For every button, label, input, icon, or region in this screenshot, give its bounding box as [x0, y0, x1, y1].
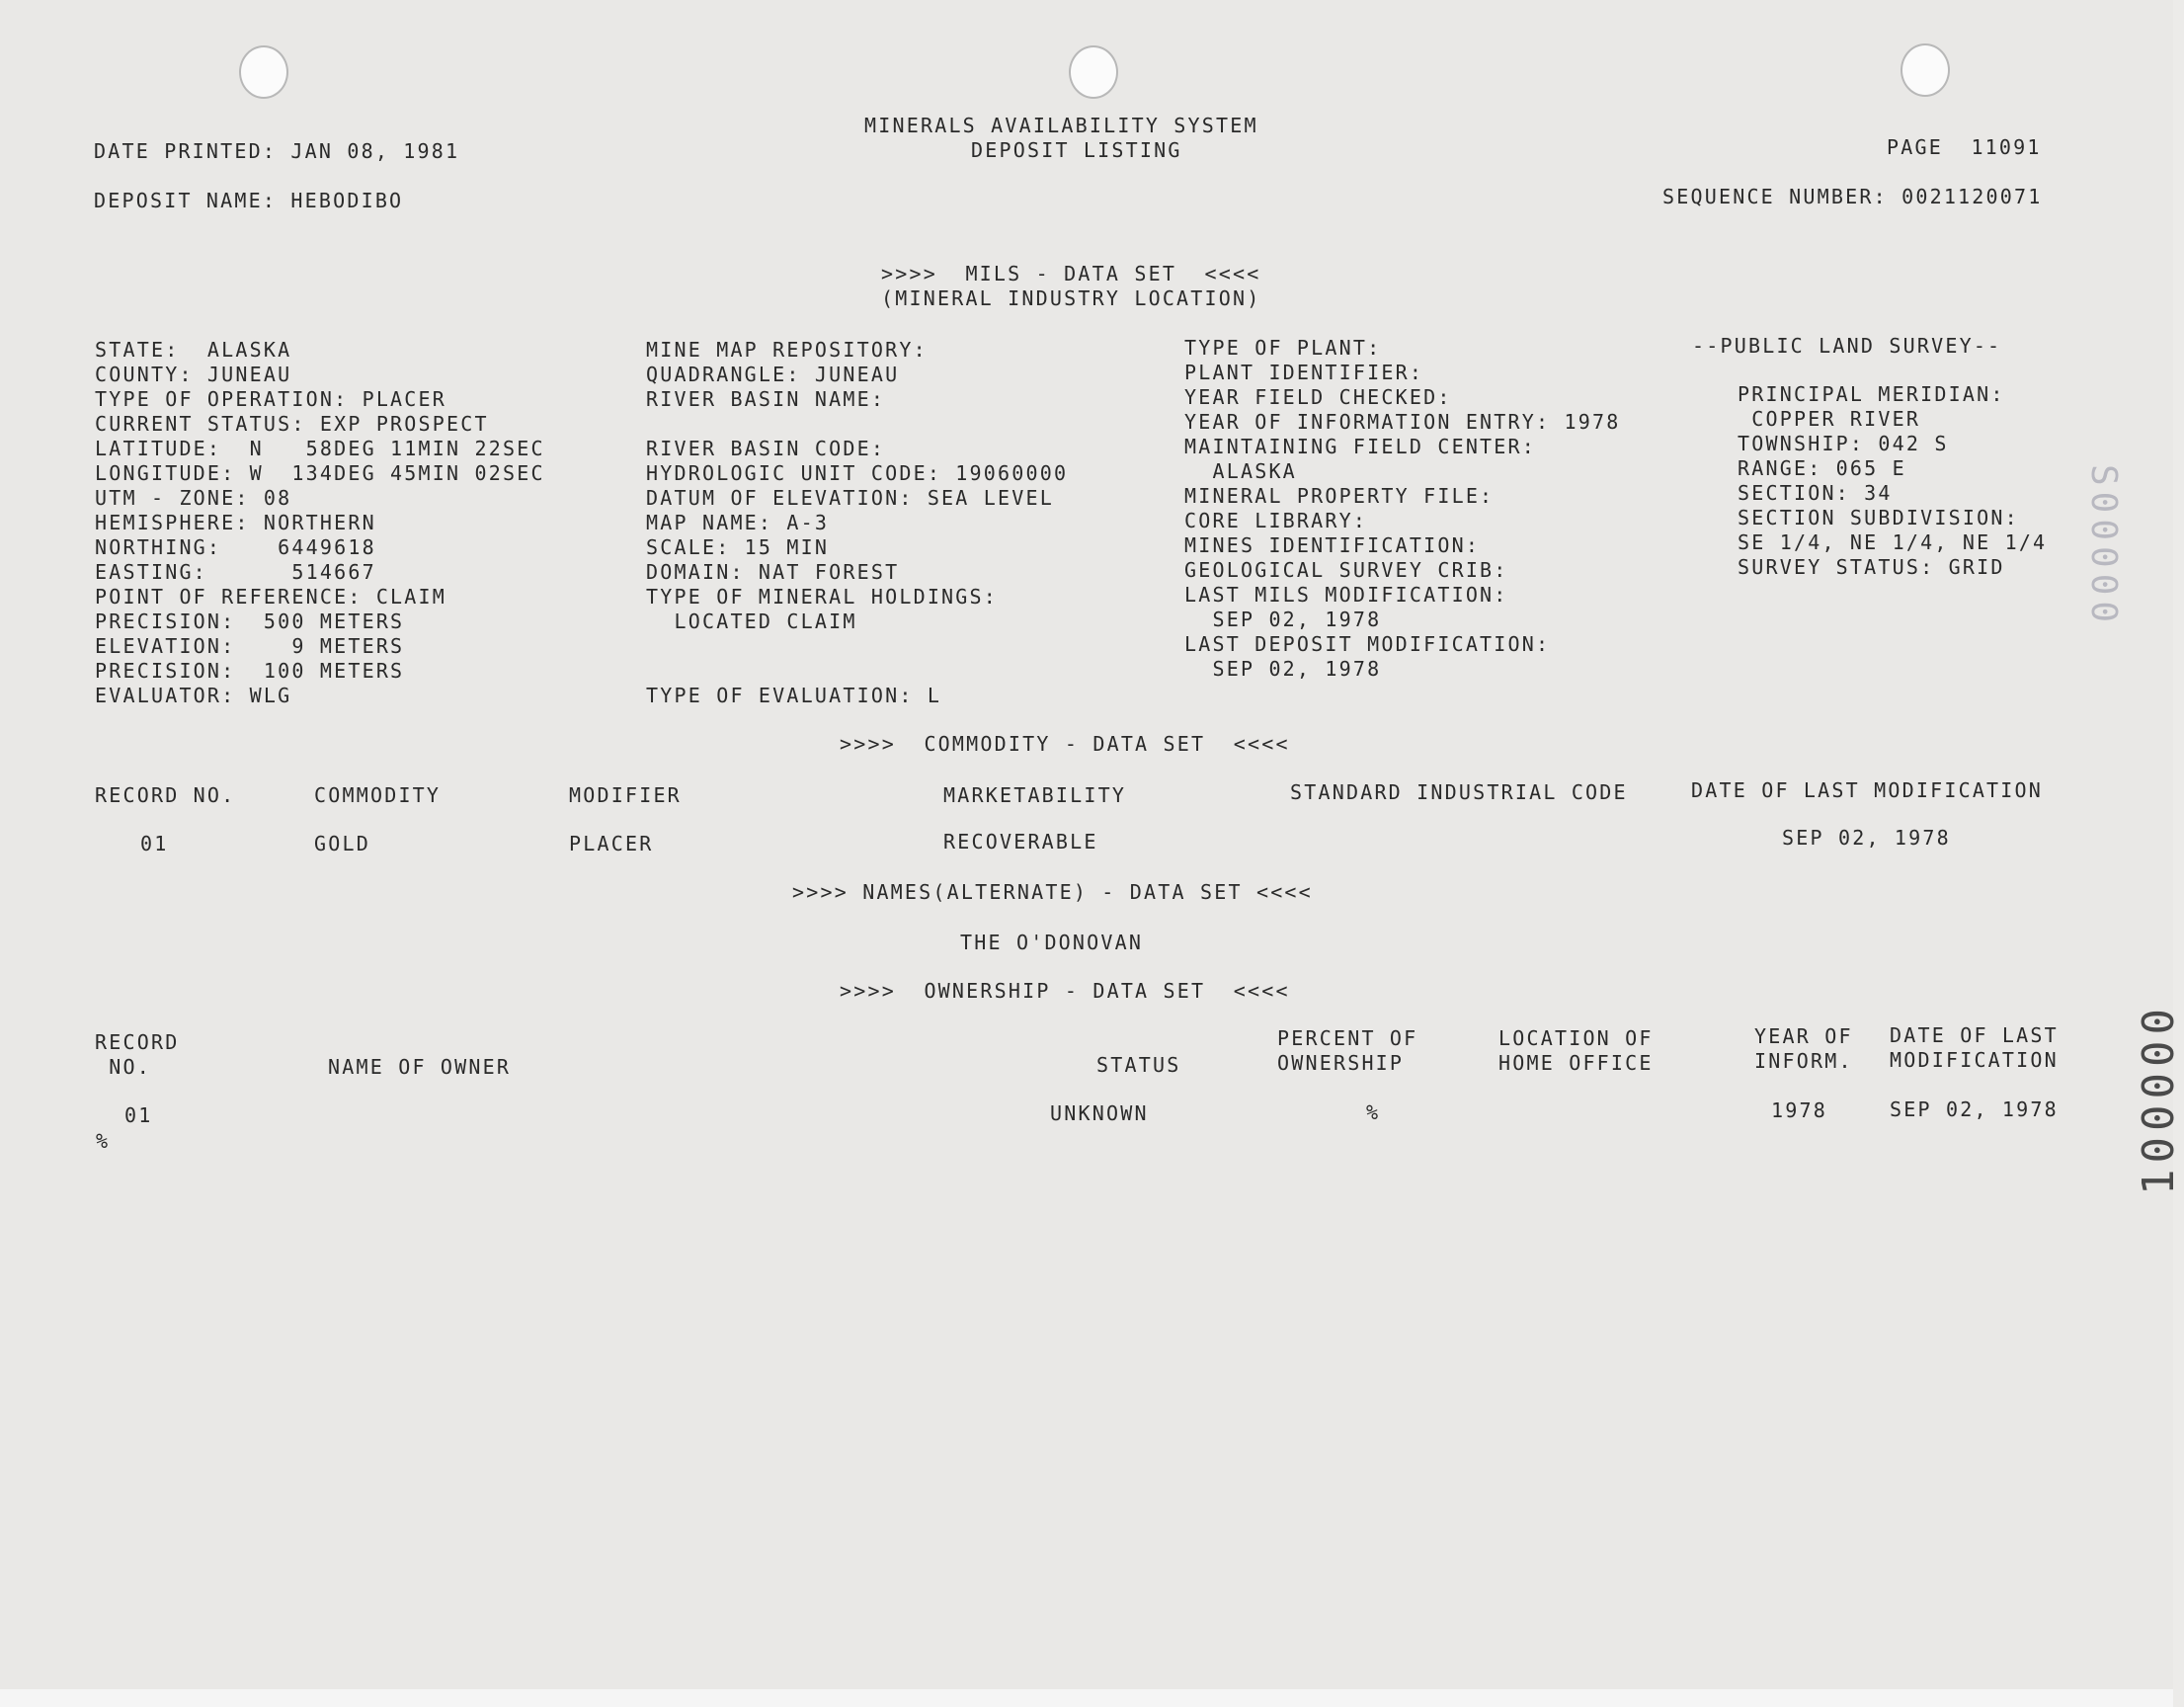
- field-line: DATUM OF ELEVATION: SEA LEVEL: [646, 486, 1054, 510]
- field-line: MINE MAP REPOSITORY:: [646, 338, 928, 362]
- own-header-modification: MODIFICATION: [1890, 1048, 2059, 1072]
- deposit-name: DEPOSIT NAME: HEBODIBO: [94, 189, 404, 212]
- field-line: QUADRANGLE: JUNEAU: [646, 363, 900, 386]
- field-line: DOMAIN: NAT FOREST: [646, 560, 900, 584]
- alternate-name: THE O'DONOVAN: [960, 931, 1144, 954]
- field-line: EVALUATOR: WLG: [95, 684, 292, 707]
- field-line: CORE LIBRARY:: [1184, 509, 1368, 532]
- field-line: RIVER BASIN CODE:: [646, 437, 886, 460]
- field-line: CURRENT STATUS: EXP PROSPECT: [95, 412, 489, 436]
- field-line: PRECISION: 100 METERS: [95, 659, 405, 683]
- field-line: UTM - ZONE: 08: [95, 486, 292, 510]
- field-line: MINES IDENTIFICATION:: [1184, 533, 1481, 557]
- end-of-record-mark: %: [96, 1129, 111, 1153]
- field-line: RANGE: 065 E: [1738, 456, 1906, 480]
- field-line: TYPE OF MINERAL HOLDINGS:: [646, 585, 999, 609]
- owner-percent: %: [1366, 1100, 1381, 1124]
- own-header-status: STATUS: [1096, 1053, 1181, 1077]
- field-line: PRECISION: 500 METERS: [95, 610, 405, 633]
- public-land-survey-title: --PUBLIC LAND SURVEY--: [1692, 334, 2002, 358]
- own-header-inform: INFORM.: [1754, 1049, 1853, 1073]
- field-line: LONGITUDE: W 134DEG 45MIN 02SEC: [95, 461, 545, 485]
- field-line: HEMISPHERE: NORTHERN: [95, 511, 376, 534]
- commodity-marketability: RECOVERABLE: [943, 830, 1098, 854]
- commodity-title: >>>> COMMODITY - DATA SET <<<<: [840, 732, 1290, 756]
- ownership-title: >>>> OWNERSHIP - DATA SET <<<<: [840, 979, 1290, 1003]
- owner-last-modification: SEP 02, 1978: [1890, 1097, 2059, 1121]
- field-line: SEP 02, 1978: [1184, 608, 1382, 631]
- field-line: SECTION: 34: [1738, 481, 1893, 505]
- mils-title: >>>> MILS - DATA SET <<<<: [881, 262, 1261, 285]
- field-line: TYPE OF PLANT:: [1184, 336, 1382, 360]
- own-header-percent: PERCENT OF: [1277, 1026, 1418, 1050]
- sequence-number: SEQUENCE NUMBER: 0021120071: [1662, 185, 2043, 208]
- own-header-year: YEAR OF: [1754, 1024, 1853, 1048]
- field-line: SCALE: 15 MIN: [646, 535, 830, 559]
- listing-title: DEPOSIT LISTING: [971, 138, 1182, 162]
- own-header-date-last: DATE OF LAST: [1890, 1023, 2059, 1047]
- mils-admin-column: [1184, 336, 1620, 682]
- own-header-record: RECORD: [95, 1030, 180, 1054]
- own-header-location: LOCATION OF: [1498, 1026, 1654, 1050]
- field-line: MAP NAME: A-3: [646, 511, 830, 534]
- punch-hole: [1901, 43, 1950, 97]
- field-line: MAINTAINING FIELD CENTER:: [1184, 435, 1537, 458]
- commodity-record-no: 01: [140, 832, 169, 855]
- field-line: LOCATED CLAIM: [646, 610, 857, 633]
- field-line: STATE: ALASKA: [95, 338, 292, 362]
- own-header-name: NAME OF OWNER: [328, 1055, 512, 1079]
- field-line: [646, 412, 1068, 437]
- field-line: LAST MILS MODIFICATION:: [1184, 583, 1508, 607]
- field-line: SE 1/4, NE 1/4, NE 1/4: [1738, 530, 2048, 554]
- field-line: NORTHING: 6449618: [95, 535, 376, 559]
- mils-map-column: [646, 338, 1068, 708]
- field-line: GEOLOGICAL SURVEY CRIB:: [1184, 558, 1508, 582]
- field-line: SEP 02, 1978: [1184, 657, 1382, 681]
- own-header-record-no: NO.: [95, 1055, 151, 1079]
- field-line: EASTING: 514667: [95, 560, 376, 584]
- col-header-sic: STANDARD INDUSTRIAL CODE: [1290, 780, 1628, 804]
- field-line: TYPE OF OPERATION: PLACER: [95, 387, 447, 411]
- field-line: ELEVATION: 9 METERS: [95, 634, 405, 658]
- field-line: SECTION SUBDIVISION:: [1738, 506, 2019, 529]
- faint-side-stamp: S00000: [2083, 464, 2124, 629]
- bottom-edge: [0, 1689, 2173, 1707]
- own-header-ownership: OWNERSHIP: [1277, 1051, 1405, 1075]
- field-line: COPPER RIVER: [1738, 407, 1921, 431]
- field-line: [646, 634, 1068, 659]
- col-header-last-modification: DATE OF LAST MODIFICATION: [1691, 778, 2044, 802]
- commodity-name: GOLD: [314, 832, 370, 855]
- system-title: MINERALS AVAILABILITY SYSTEM: [864, 114, 1258, 137]
- field-line: RIVER BASIN NAME:: [646, 387, 886, 411]
- field-line: HYDROLOGIC UNIT CODE: 19060000: [646, 461, 1069, 485]
- mils-subtitle: (MINERAL INDUSTRY LOCATION): [881, 286, 1261, 310]
- field-line: COUNTY: JUNEAU: [95, 363, 292, 386]
- col-header-commodity: COMMODITY: [314, 783, 442, 807]
- col-header-modifier: MODIFIER: [569, 783, 682, 807]
- field-line: TYPE OF EVALUATION: L: [646, 684, 942, 707]
- field-line: PRINCIPAL MERIDIAN:: [1738, 382, 2005, 406]
- mils-location-column: [95, 338, 545, 708]
- col-header-marketability: MARKETABILITY: [943, 783, 1127, 807]
- own-header-home-office: HOME OFFICE: [1498, 1051, 1654, 1075]
- field-line: TOWNSHIP: 042 S: [1738, 432, 1949, 455]
- commodity-last-modification: SEP 02, 1978: [1782, 826, 1951, 850]
- field-line: PLANT IDENTIFIER:: [1184, 361, 1424, 384]
- field-line: LATITUDE: N 58DEG 11MIN 22SEC: [95, 437, 545, 460]
- page-number: PAGE 11091: [1887, 135, 2042, 159]
- date-printed: DATE PRINTED: JAN 08, 1981: [94, 139, 460, 163]
- field-line: SURVEY STATUS: GRID: [1738, 555, 2005, 579]
- field-line: YEAR OF INFORMATION ENTRY: 1978: [1184, 410, 1621, 434]
- punch-hole: [239, 45, 288, 99]
- field-line: YEAR FIELD CHECKED:: [1184, 385, 1452, 409]
- field-line: LAST DEPOSIT MODIFICATION:: [1184, 632, 1551, 656]
- field-line: ALASKA: [1184, 459, 1297, 483]
- owner-status: UNKNOWN: [1050, 1101, 1149, 1125]
- col-header-record: RECORD NO.: [95, 783, 236, 807]
- public-land-survey-column: [1738, 382, 2047, 580]
- commodity-modifier: PLACER: [569, 832, 654, 855]
- names-title: >>>> NAMES(ALTERNATE) - DATA SET <<<<: [792, 880, 1313, 904]
- field-line: POINT OF REFERENCE: CLAIM: [95, 585, 447, 609]
- owner-record-no: 01: [124, 1103, 153, 1127]
- field-line: MINERAL PROPERTY FILE:: [1184, 484, 1495, 508]
- field-line: [646, 659, 1068, 684]
- owner-year: 1978: [1771, 1098, 1827, 1122]
- side-stamp: 100000: [2134, 1003, 2184, 1195]
- punch-hole: [1069, 45, 1118, 99]
